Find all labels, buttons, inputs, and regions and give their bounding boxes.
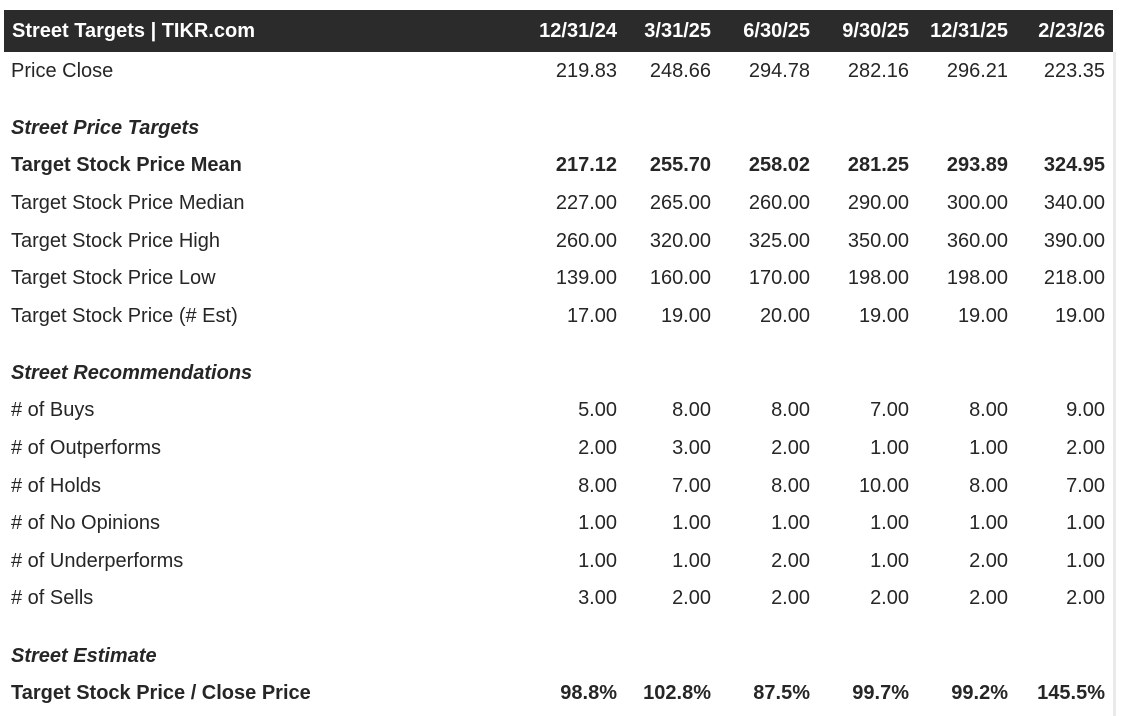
table-title: Street Targets | TIKR.com	[12, 19, 256, 42]
table-cell: 8.00	[969, 399, 1008, 422]
row-spacer	[4, 90, 1113, 110]
table-cell: 5.00	[578, 399, 617, 422]
table-cell: 7.00	[1066, 474, 1105, 497]
table-cell: 8.00	[771, 399, 810, 422]
table-cell: 3.00	[672, 437, 711, 460]
table-cell: 1.00	[969, 437, 1008, 460]
table-cell: 8.00	[969, 474, 1008, 497]
table-cell: 2.00	[771, 587, 810, 610]
table-cell: 145.5%	[1037, 682, 1105, 705]
table-cell: 198.00	[847, 267, 909, 290]
table-cell: 1.00	[870, 549, 909, 572]
table-row-sells	[4, 580, 1113, 618]
table-cell: 87.5%	[753, 682, 810, 705]
row-label: Target Stock Price Low	[11, 267, 216, 290]
section-title: Street Estimate	[11, 644, 157, 667]
table-cell: 8.00	[578, 474, 617, 497]
table-cell: 1.00	[578, 549, 617, 572]
table-cell: 300.00	[946, 191, 1008, 214]
table-cell: 1.00	[672, 549, 711, 572]
table-cell: 350.00	[847, 229, 909, 252]
table-cell: 102.8%	[643, 682, 711, 705]
table-row-holds	[4, 467, 1113, 505]
table-cell: 19.00	[660, 304, 711, 327]
row-label: # of No Opinions	[11, 512, 160, 535]
row-label: # of Buys	[11, 399, 95, 422]
table-cell: 10.00	[858, 474, 909, 497]
table-cell: 1.00	[1066, 549, 1105, 572]
table-header-row	[4, 10, 1113, 52]
table-cell: 1.00	[969, 512, 1008, 535]
table-cell: 223.35	[1043, 59, 1105, 82]
table-cell: 99.7%	[852, 682, 909, 705]
table-cell: 265.00	[649, 191, 711, 214]
table-cell: 2.00	[672, 587, 711, 610]
row-label: # of Underperforms	[11, 549, 184, 572]
table-cell: 217.12	[555, 154, 617, 177]
row-spacer	[4, 618, 1113, 638]
table-cell: 390.00	[1043, 229, 1105, 252]
row-label: Target Stock Price (# Est)	[11, 304, 238, 327]
table-cell: 282.16	[847, 59, 909, 82]
table-cell: 1.00	[1066, 512, 1105, 535]
table-cell: 2.00	[771, 437, 810, 460]
table-cell: 139.00	[555, 267, 617, 290]
table-cell: 340.00	[1043, 191, 1105, 214]
table-cell: 7.00	[870, 399, 909, 422]
table-cell: 1.00	[578, 512, 617, 535]
table-row-target-low	[4, 260, 1113, 298]
table-cell: 296.21	[946, 59, 1008, 82]
table-cell: 2.00	[870, 587, 909, 610]
table-cell: 1.00	[672, 512, 711, 535]
table-row-outperforms	[4, 430, 1113, 468]
table-cell: 324.95	[1043, 154, 1105, 177]
table-row-target-mean	[4, 147, 1113, 185]
table-cell: 1.00	[870, 512, 909, 535]
row-label: # of Outperforms	[11, 437, 162, 460]
row-label: # of Sells	[11, 587, 94, 610]
table-cell: 2.00	[969, 587, 1008, 610]
table-cell: 99.2%	[951, 682, 1008, 705]
table-cell: 248.66	[649, 59, 711, 82]
table-cell: 2.00	[771, 549, 810, 572]
table-cell: 160.00	[649, 267, 711, 290]
table-cell: 219.83	[555, 59, 617, 82]
table-cell: 290.00	[847, 191, 909, 214]
row-label: Target Stock Price Median	[11, 191, 245, 214]
column-header[interactable]: 6/30/25	[743, 19, 810, 42]
table-row-price-close	[4, 52, 1113, 90]
table-cell: 19.00	[957, 304, 1008, 327]
table-cell: 2.00	[1066, 587, 1105, 610]
column-header[interactable]: 2/23/26	[1038, 19, 1105, 42]
table-cell: 320.00	[649, 229, 711, 252]
table-cell: 19.00	[858, 304, 909, 327]
table-row-buys	[4, 392, 1113, 430]
row-label: Target Stock Price Mean	[11, 154, 242, 177]
table-row-target-to-close	[4, 675, 1113, 713]
section-title: Street Recommendations	[11, 361, 253, 384]
section-header-price-targets	[4, 110, 1113, 148]
section-title: Street Price Targets	[11, 116, 200, 139]
table-row-no-opinions	[4, 505, 1113, 543]
table-row-underperforms	[4, 543, 1113, 581]
table-cell: 294.78	[748, 59, 810, 82]
table-row-target-median	[4, 185, 1113, 223]
street-targets-table	[4, 10, 1113, 712]
table-cell: 281.25	[847, 154, 909, 177]
table-cell: 98.8%	[560, 682, 617, 705]
table-cell: 1.00	[771, 512, 810, 535]
table-cell: 260.00	[748, 191, 810, 214]
table-cell: 2.00	[1066, 437, 1105, 460]
table-cell: 2.00	[578, 437, 617, 460]
table-cell: 7.00	[672, 474, 711, 497]
row-spacer	[4, 335, 1113, 355]
row-label: Target Stock Price / Close Price	[11, 682, 311, 705]
section-header-recommendations	[4, 355, 1113, 393]
table-cell: 227.00	[555, 191, 617, 214]
table-cell: 3.00	[578, 587, 617, 610]
table-cell: 255.70	[649, 154, 711, 177]
column-header[interactable]: 9/30/25	[842, 19, 909, 42]
section-header-estimate	[4, 637, 1113, 675]
table-cell: 258.02	[748, 154, 810, 177]
table-cell: 198.00	[946, 267, 1008, 290]
row-label: Price Close	[11, 59, 114, 82]
row-label: Target Stock Price High	[11, 229, 220, 252]
row-label: # of Holds	[11, 474, 102, 497]
table-cell: 293.89	[946, 154, 1008, 177]
table-cell: 2.00	[969, 549, 1008, 572]
table-row-target-high	[4, 222, 1113, 260]
table-cell: 19.00	[1054, 304, 1105, 327]
table-cell: 17.00	[566, 304, 617, 327]
table-cell: 20.00	[759, 304, 810, 327]
table-row-target-est-count	[4, 297, 1113, 335]
table-cell: 170.00	[748, 267, 810, 290]
table-cell: 260.00	[555, 229, 617, 252]
table-cell: 218.00	[1043, 267, 1105, 290]
column-header[interactable]: 3/31/25	[644, 19, 711, 42]
table-cell: 8.00	[672, 399, 711, 422]
scroll-track[interactable]	[1113, 52, 1116, 716]
table-cell: 325.00	[748, 229, 810, 252]
table-cell: 9.00	[1066, 399, 1105, 422]
column-header[interactable]: 12/31/25	[930, 19, 1008, 42]
table-cell: 360.00	[946, 229, 1008, 252]
table-cell: 1.00	[870, 437, 909, 460]
column-header[interactable]: 12/31/24	[539, 19, 617, 42]
table-cell: 8.00	[771, 474, 810, 497]
